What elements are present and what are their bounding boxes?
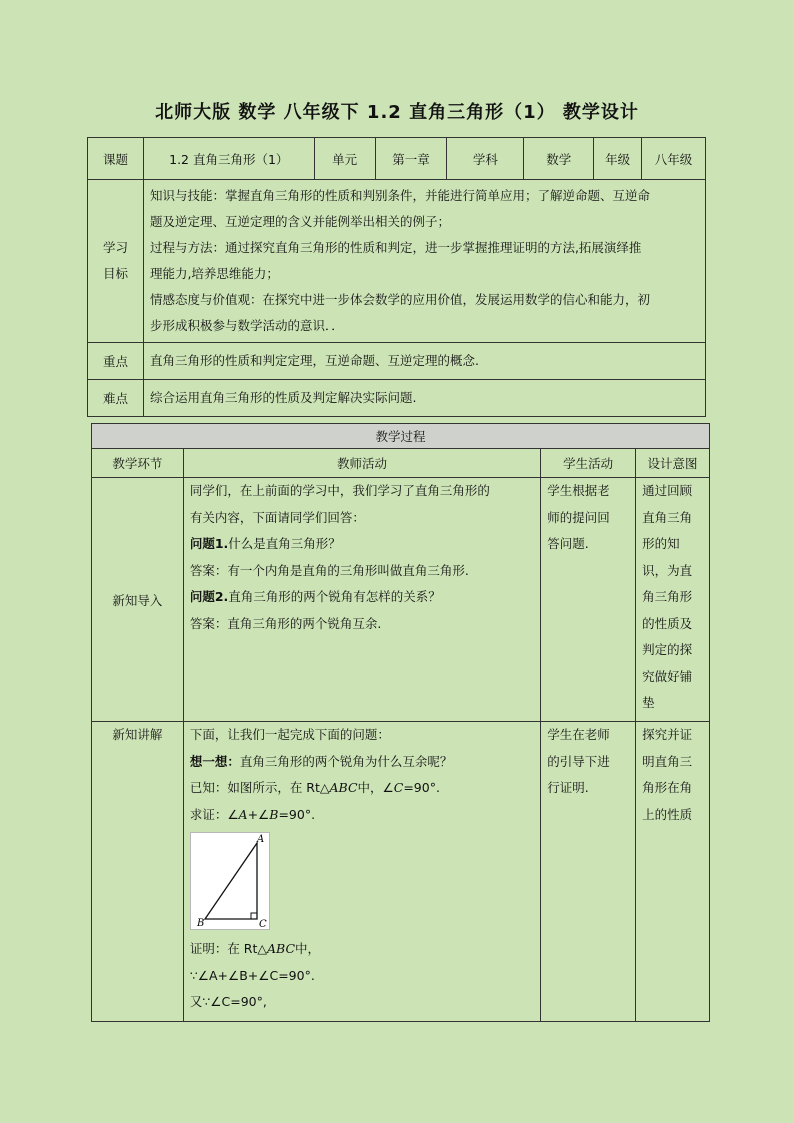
teacher-activity-intro	[183, 478, 540, 722]
difficulty-label: 难点	[88, 380, 144, 417]
subject-label: 学科	[447, 138, 524, 180]
given-line	[190, 775, 534, 802]
prove-line	[190, 802, 534, 829]
question-label: 问题1.	[189, 536, 229, 551]
subject-value: 数学	[524, 138, 594, 180]
text-line: 答问题.	[547, 536, 589, 551]
grade-value: 八年级	[642, 138, 706, 180]
proof-line: ∵∠A+∠B+∠C=90°.	[189, 967, 315, 983]
vertex-c-label: C	[258, 919, 267, 929]
col-student: 学生活动	[541, 449, 636, 478]
stage-explain: 新知讲解	[92, 722, 184, 1022]
given-var: C	[393, 780, 404, 795]
text-line: 学生在老师	[547, 727, 610, 742]
grade-label: 年级	[594, 138, 642, 180]
text-line: 究做好铺	[642, 668, 693, 684]
student-activity-intro	[541, 478, 636, 722]
col-stage: 教学环节	[92, 449, 184, 478]
text-line: 的引导下进	[547, 753, 610, 769]
goals-text	[143, 180, 705, 343]
proof-text: 中，	[295, 941, 321, 956]
question-2	[190, 584, 534, 611]
topic-value: 1.2 直角三角形（1）	[143, 138, 314, 180]
difficulty-value: 综合运用直角三角形的性质及判定解决实际问题.	[143, 380, 705, 417]
text-line: 角三角形	[642, 589, 693, 604]
prove-var: A	[238, 806, 248, 822]
right-angle-mark	[251, 913, 257, 919]
design-intent-explain	[636, 722, 710, 1022]
text-line: 行证明.	[547, 780, 589, 795]
text-line: 判定的探	[642, 642, 693, 657]
vertex-a-label: A	[256, 834, 265, 845]
think-label: 想一想：	[189, 753, 240, 769]
given-text: =90°.	[403, 780, 440, 795]
topic-label: 课题	[88, 138, 144, 180]
triangle-figure	[190, 832, 270, 930]
text-line: 下面，让我们一起完成下面的问题：	[189, 727, 390, 742]
proof-line: 又∵∠C=90°,	[189, 994, 267, 1009]
goals-line: 情感态度与价值观：在探究中进一步体会数学的应用价值，发展运用数学的信心和能力，初	[149, 292, 650, 307]
text-line: 识，为直	[642, 562, 693, 578]
proof-line	[190, 936, 534, 963]
prove-var: B	[269, 806, 279, 822]
text-line: 有关内容，下面请同学们回答：	[189, 509, 365, 525]
given-text: 中，∠	[357, 780, 394, 795]
col-intent: 设计意图	[636, 449, 710, 478]
given-text: 已知：如图所示，在 Rt△	[189, 780, 330, 795]
goals-line: 步形成积极参与数学活动的意识．．	[149, 318, 344, 333]
process-header: 教学过程	[92, 424, 710, 449]
proof-text: 证明：在 Rt△	[189, 941, 268, 956]
goals-line: 过程与方法：通过探究直角三角形的性质和判定，进一步掌握推理证明的方法,拓展演绎推	[149, 240, 642, 255]
prove-text: +∠	[247, 806, 270, 822]
text-line: 角形在角	[642, 780, 693, 795]
stage-intro: 新知导入	[92, 478, 184, 722]
question-text: 什么是直角三角形？	[228, 536, 341, 551]
think-line	[190, 749, 534, 776]
info-table	[87, 137, 706, 417]
student-activity-explain	[541, 722, 636, 1022]
prove-text: =90°.	[278, 806, 316, 822]
key-label: 重点	[88, 343, 144, 380]
answer-2: 答案：直角三角形的两个锐角互余.	[189, 615, 382, 631]
triangle-diagram	[191, 833, 269, 929]
prove-text: 求证：∠	[189, 806, 239, 822]
page-title: 北师大版 数学 八年级下 1.2 直角三角形（1） 教学设计	[155, 102, 639, 123]
goals-line: 题及逆定理、互逆定理的含义并能例举出相关的例子；	[149, 214, 450, 229]
goals-line: 知识与技能：掌握直角三角形的性质和判别条件，并能进行简单应用；了解逆命题、互逆命	[149, 188, 650, 203]
text-line: 的性质及	[642, 615, 693, 631]
text-line: 直角三角	[642, 509, 693, 525]
question-text: 直角三角形的两个锐角有怎样的关系？	[228, 589, 441, 604]
unit-value: 第一章	[375, 138, 447, 180]
proof-var: ABC	[267, 941, 296, 956]
text-line: 师的提问回	[547, 509, 610, 525]
question-label: 问题2.	[189, 589, 229, 604]
think-text: 直角三角形的两个锐角为什么互余呢？	[239, 753, 453, 769]
goals-line: 理能力,培养思维能力；	[149, 266, 279, 281]
text-line: 同学们，在上前面的学习中，我们学习了直角三角形的	[189, 483, 490, 498]
answer-1: 答案：有一个内角是直角的三角形叫做直角三角形.	[189, 562, 469, 578]
text-line: 形的知	[642, 536, 680, 551]
goals-label	[88, 180, 144, 343]
text-line: 明直角三	[642, 753, 693, 769]
goals-label-text: 学习目标	[102, 240, 128, 281]
question-1	[190, 531, 534, 558]
given-var: ABC	[329, 780, 358, 795]
text-line: 学生根据老	[547, 483, 610, 498]
text-line: 垫	[642, 695, 655, 710]
vertex-b-label: B	[196, 918, 205, 929]
unit-label: 单元	[314, 138, 375, 180]
col-teacher: 教师活动	[183, 449, 540, 478]
triangle-shape	[205, 843, 257, 919]
text-line: 探究并证	[642, 727, 693, 742]
text-line: 上的性质	[642, 806, 693, 822]
process-table	[91, 423, 710, 1022]
design-intent-intro	[636, 478, 710, 722]
key-value: 直角三角形的性质和判定定理，互逆命题、互逆定理的概念.	[143, 343, 705, 380]
text-line: 通过回顾	[642, 483, 693, 498]
teacher-activity-explain	[183, 722, 540, 1022]
